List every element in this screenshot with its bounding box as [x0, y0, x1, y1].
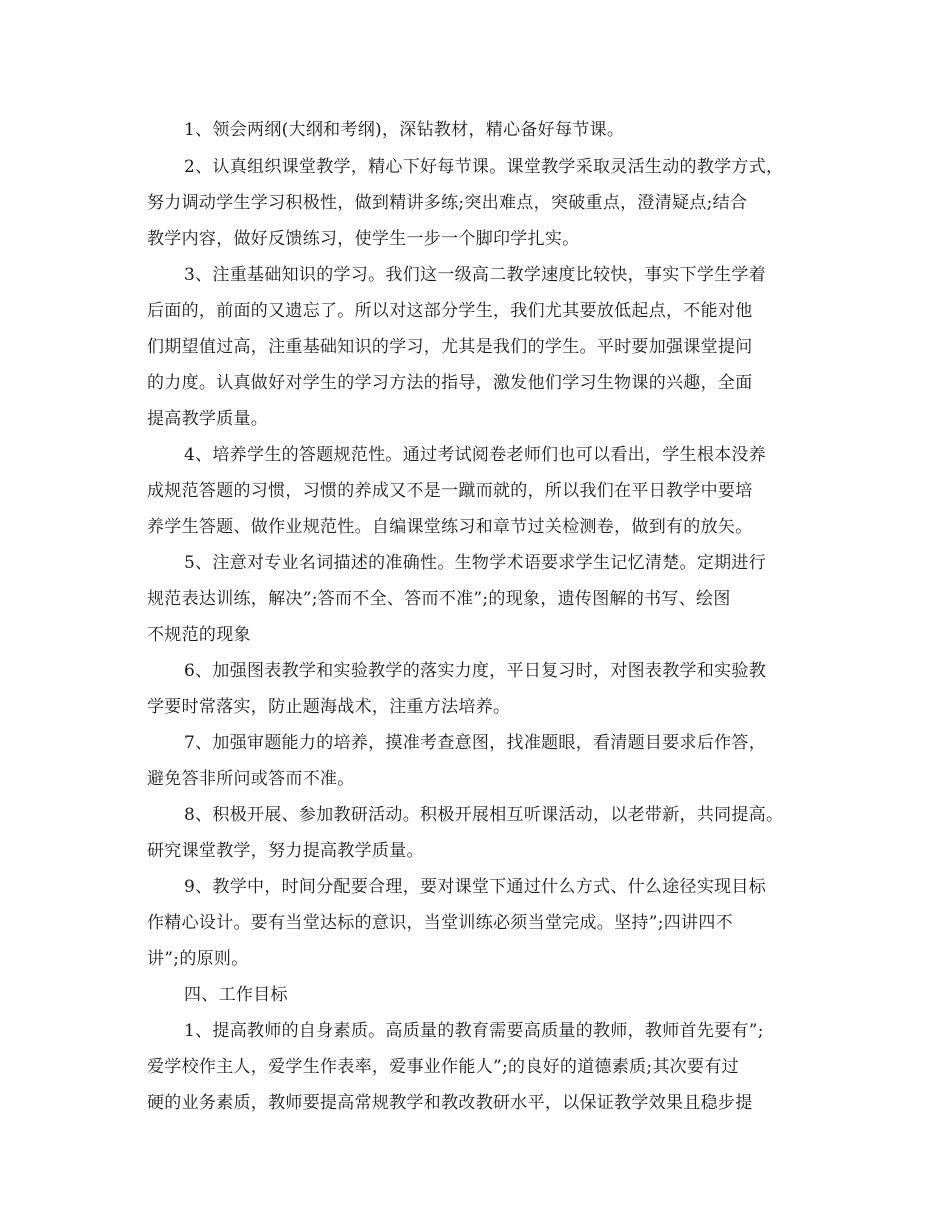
text-line: 努力调动学生学习积极性，做到精讲多练;突出难点，突破重点，澄清疑点;结合: [147, 193, 748, 213]
text-line: 教学内容，做好反馈练习，使学生一步一个脚印学扎实。: [147, 229, 580, 249]
text-line: 1、提高教师的自身素质。高质量的教育需要高质量的教师，教师首先要有”;: [184, 1021, 764, 1041]
text-line: 6、加强图表教学和实验教学的落实力度，平日复习时，对图表教学和实验教: [184, 661, 767, 681]
text-line: 规范表达训练，解决”;答而不全、答而不准”;的现象，遗传图解的书写、绘图: [147, 589, 731, 609]
text-line: 5、注意对专业名词描述的准确性。生物学术语要求学生记忆清楚。定期进行: [184, 553, 767, 573]
text-line: 3、注重基础知识的学习。我们这一级高二教学速度比较快，事实下学生学着: [184, 265, 767, 285]
text-line: 的力度。认真做好对学生的学习方法的指导，激发他们学习生物课的兴趣，全面: [147, 373, 753, 393]
text-line: 养学生答题、做作业规范性。自编课堂练习和章节过关检测卷，做到有的放矢。: [147, 517, 753, 537]
text-line: 4、培养学生的答题规范性。通过考试阅卷老师们也可以看出，学生根本没养: [184, 445, 767, 465]
text-line: 研究课堂教学，努力提高教学质量。: [147, 841, 424, 861]
text-line: 提高教学质量。: [147, 409, 269, 429]
text-line: 作精心设计。要有当堂达标的意识，当堂训练必须当堂完成。坚持”;四讲四不: [147, 913, 733, 933]
text-line: 讲”;的原则。: [147, 949, 249, 969]
text-line: 1、领会两纲(大纲和考纲)，深钻教材，精心备好每节课。: [184, 120, 625, 140]
text-line: 爱学校作主人，爱学生作表率，爱事业作能人”;的良好的道德素质;其次要有过: [147, 1057, 739, 1077]
text-line: 8、积极开展、参加教研活动。积极开展相互听课活动，以老带新，共同提高。: [184, 805, 784, 825]
text-line: 成规范答题的习惯，习惯的养成又不是一蹴而就的，所以我们在平日教学中要培: [147, 481, 753, 501]
text-line: 避免答非所问或答而不准。: [147, 769, 355, 789]
section-heading: 四、工作目标: [184, 985, 288, 1005]
text-line: 后面的，前面的又遗忘了。所以对这部分学生，我们尤其要放低起点，不能对他: [147, 301, 753, 321]
text-line: 们期望值过高，注重基础知识的学习，尤其是我们的学生。平时要加强课堂提问: [147, 337, 753, 357]
text-line: 9、教学中，时间分配要合理，要对课堂下通过什么方式、什么途径实现目标: [184, 877, 767, 897]
text-line: 学要时常落实，防止题海战术，注重方法培养。: [147, 697, 511, 717]
text-line: 不规范的现象: [147, 625, 251, 645]
text-line: 7、加强审题能力的培养，摸准考查意图，找准题眼，看清题目要求后作答，: [184, 733, 767, 753]
text-line: 2、认真组织课堂教学，精心下好每节课。课堂教学采取灵活生动的教学方式，: [184, 157, 784, 177]
text-line: 硬的业务素质，教师要提高常规教学和教改教研水平，以保证教学效果且稳步提: [147, 1093, 753, 1113]
